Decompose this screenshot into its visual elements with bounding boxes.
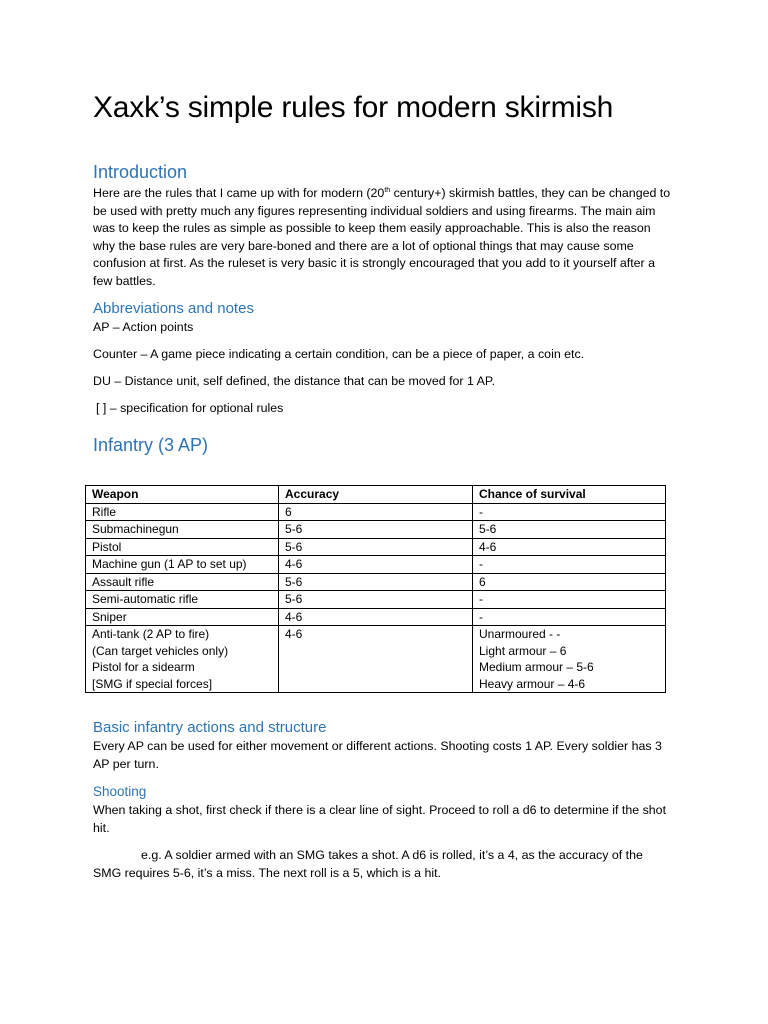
abbreviation-du: DU – Distance unit, self defined, the distance that can be moved for 1 AP. [93, 374, 496, 388]
accuracy-cell: 5-6 [279, 538, 473, 556]
survival-cell: 5-6 [473, 521, 666, 539]
accuracy-cell: 6 [279, 503, 473, 521]
abbreviations-heading: Abbreviations and notes [93, 300, 254, 317]
accuracy-cell: 4-6 [279, 556, 473, 574]
weapon-line: Pistol for a sidearm [92, 660, 195, 674]
accuracy-cell: 4-6 [279, 626, 473, 693]
weapon-line: [SMG if special forces] [92, 676, 213, 691]
infantry-heading: Infantry (3 AP) [93, 435, 209, 455]
basic-actions-heading: Basic infantry actions and structure [93, 719, 327, 736]
abbreviation-optional: [ ] – specification for optional rules [96, 401, 284, 415]
table-row [86, 591, 666, 609]
survival-line: Heavy armour – 4-6 [479, 676, 586, 691]
introduction-heading: Introduction [93, 162, 188, 182]
survival-cell: 4-6 [473, 538, 666, 556]
abbreviation-ap: AP – Action points [93, 320, 194, 334]
shooting-heading: Shooting [93, 784, 147, 799]
table-row [86, 521, 666, 539]
survival-cell [473, 626, 666, 693]
weapon-cell: Semi-automatic rifle [86, 591, 279, 609]
survival-line: Light armour – 6 [479, 643, 567, 658]
accuracy-cell: 4-6 [279, 608, 473, 626]
survival-cell: - [473, 556, 666, 574]
introduction-paragraph [93, 185, 673, 291]
intro-text-start: Here are the rules that I came up with for modern (20 [93, 186, 385, 200]
weapons-table [85, 485, 666, 693]
intro-text-end: century+) skirmish battles, they can be changed to be used with pretty much any figures representing individual soldiers and using firearms. The main aim was to keep the rules as simple as possible to keep them easily approachable. This is also the reason why the base rules are very bare-boned and there are a lot of optional things that may cause some confusion at first. As the ruleset is very basic it is strongly encouraged that you add to it yourself after a few battles. [93, 186, 671, 288]
survival-cell: 6 [473, 573, 666, 591]
table-row [86, 556, 666, 574]
weapon-cell: Rifle [86, 503, 279, 521]
accuracy-cell: 5-6 [279, 591, 473, 609]
table-row [86, 608, 666, 626]
intro-superscript: th [384, 186, 391, 194]
abbreviation-counter: Counter – A game piece indicating a certain condition, can be a piece of paper, a coin etc. [93, 347, 585, 361]
table-row [86, 503, 666, 521]
table-row [86, 538, 666, 556]
survival-line: Medium armour – 5-6 [479, 660, 594, 674]
survival-cell: - [473, 591, 666, 609]
accuracy-cell: 5-6 [279, 573, 473, 591]
weapon-cell: Machine gun (1 AP to set up) [86, 556, 279, 574]
basic-actions-paragraph: Every AP can be used for either movement or different actions. Shooting costs 1 AP. Every soldier has 3 AP per turn. [93, 739, 662, 771]
shooting-example: e.g. A soldier armed with an SMG takes a shot. A d6 is rolled, it’s a 4, as the accuracy of the SMG requires 5-6, it’s a miss. The next roll is a 5, which is a hit. [93, 848, 643, 880]
survival-line: Unarmoured - - [479, 627, 561, 641]
weapon-line: (Can target vehicles only) [92, 643, 229, 658]
column-header-survival: Chance of survival [473, 486, 666, 504]
weapon-cell [86, 626, 279, 693]
weapon-cell: Sniper [86, 608, 279, 626]
weapon-cell: Assault rifle [86, 573, 279, 591]
table-header-row [86, 486, 666, 504]
shooting-paragraph: When taking a shot, first check if there is a clear line of sight. Proceed to roll a d6 to determine if the shot hit. [93, 803, 667, 835]
table-row [86, 573, 666, 591]
table-row-antitank [86, 626, 666, 693]
column-header-accuracy: Accuracy [279, 486, 473, 504]
survival-cell: - [473, 503, 666, 521]
survival-cell: - [473, 608, 666, 626]
weapon-cell: Submachinegun [86, 521, 279, 539]
page-title: Xaxk’s simple rules for modern skirmish [93, 91, 614, 124]
weapon-line: Anti-tank (2 AP to fire) [92, 627, 210, 641]
accuracy-cell: 5-6 [279, 521, 473, 539]
weapon-cell: Pistol [86, 538, 279, 556]
column-header-weapon: Weapon [86, 486, 279, 504]
